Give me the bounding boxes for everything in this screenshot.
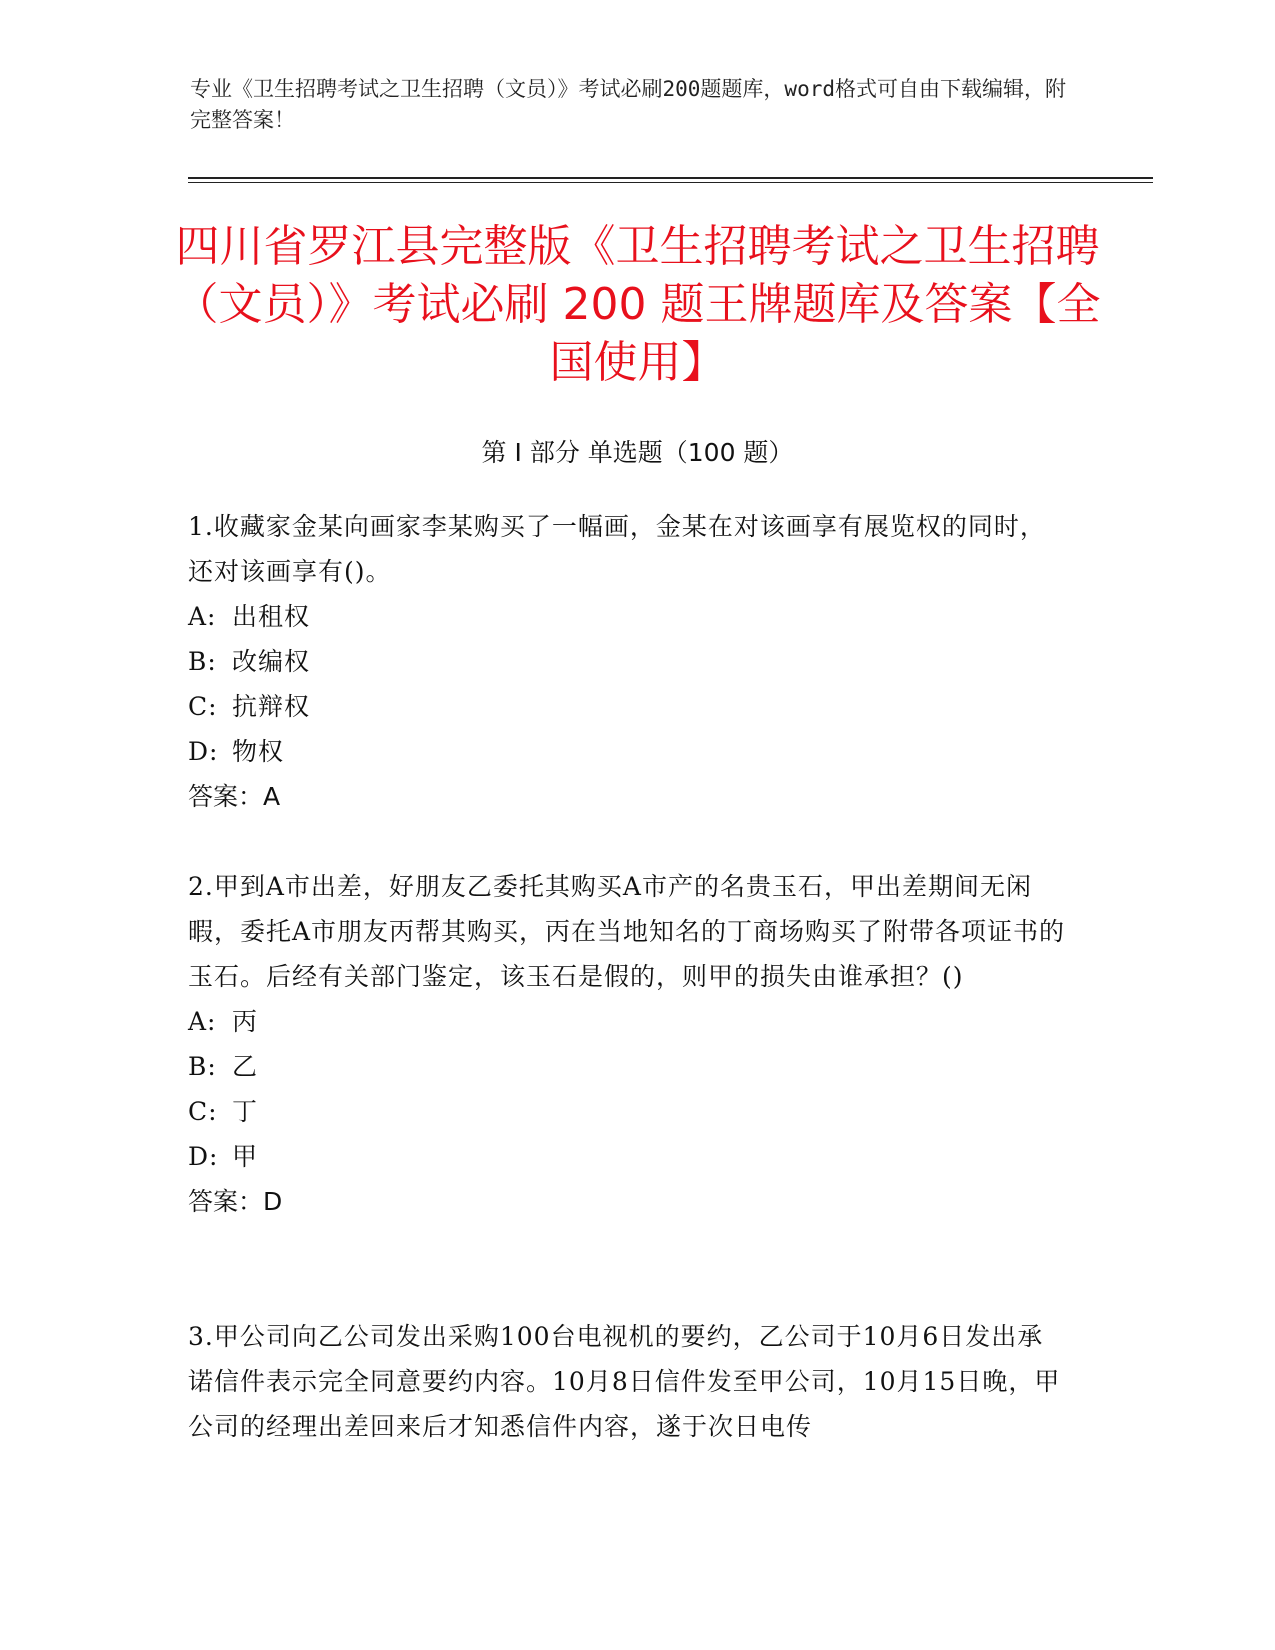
option-a xyxy=(188,594,1068,639)
question-stem: 2.甲到A市出差，好朋友乙委托其购买A市产的名贵玉石，甲出差期间无闲暇，委托A市朋友丙帮其购买，丙在当地知名的丁商场购买了附带各项证书的玉石。后经有关部门鉴定，该玉石是假的，则甲的损失由谁承担？() xyxy=(188,872,1066,991)
option-text: 丁 xyxy=(232,1097,259,1126)
question-3 xyxy=(188,1314,1068,1449)
option-text: 改编权 xyxy=(232,647,311,676)
section-heading: 第 I 部分 单选题（100 题） xyxy=(481,438,794,467)
option-text: 出租权 xyxy=(232,602,311,631)
header-divider xyxy=(188,177,1153,179)
answer-line: 答案：D xyxy=(188,1187,283,1216)
option-b xyxy=(188,639,1068,684)
option-key: D: xyxy=(188,1142,219,1171)
option-text: 抗辩权 xyxy=(232,692,311,721)
option-d xyxy=(188,1134,1068,1179)
header-divider-thin xyxy=(188,182,1153,183)
option-text: 物权 xyxy=(232,737,285,766)
option-key: A: xyxy=(188,602,217,631)
option-key: A: xyxy=(188,1007,217,1036)
option-key: B: xyxy=(188,1052,217,1081)
header-note: 专业《卫生招聘考试之卫生招聘（文员）》考试必刷200题题库，word格式可自由下载编辑，附完整答案！ xyxy=(190,77,1066,132)
question-1 xyxy=(188,504,1068,819)
option-text: 丙 xyxy=(232,1007,259,1036)
option-c xyxy=(188,1089,1068,1134)
option-key: C: xyxy=(188,692,218,721)
option-key: B: xyxy=(188,647,217,676)
option-c xyxy=(188,684,1068,729)
document-title: 四川省罗江县完整版《卫生招聘考试之卫生招聘（文员）》考试必刷 200 题王牌题库及答案【全国使用】 xyxy=(174,221,1101,388)
answer-line: 答案：A xyxy=(188,782,281,811)
option-b xyxy=(188,1044,1068,1089)
option-key: C: xyxy=(188,1097,218,1126)
option-text: 甲 xyxy=(232,1142,259,1171)
question-stem: 3.甲公司向乙公司发出采购100台电视机的要约，乙公司于10月6日发出承诺信件表示完全同意要约内容。10月8日信件发至甲公司，10月15日晚，甲公司的经理出差回来后才知悉信件内容，遂于次日电传 xyxy=(188,1322,1061,1441)
option-text: 乙 xyxy=(232,1052,259,1081)
option-a xyxy=(188,999,1068,1044)
question-stem: 1.收藏家金某向画家李某购买了一幅画，金某在对该画享有展览权的同时，还对该画享有()。 xyxy=(188,512,1046,586)
question-2 xyxy=(188,864,1068,1224)
option-d xyxy=(188,729,1068,774)
option-key: D: xyxy=(188,737,219,766)
